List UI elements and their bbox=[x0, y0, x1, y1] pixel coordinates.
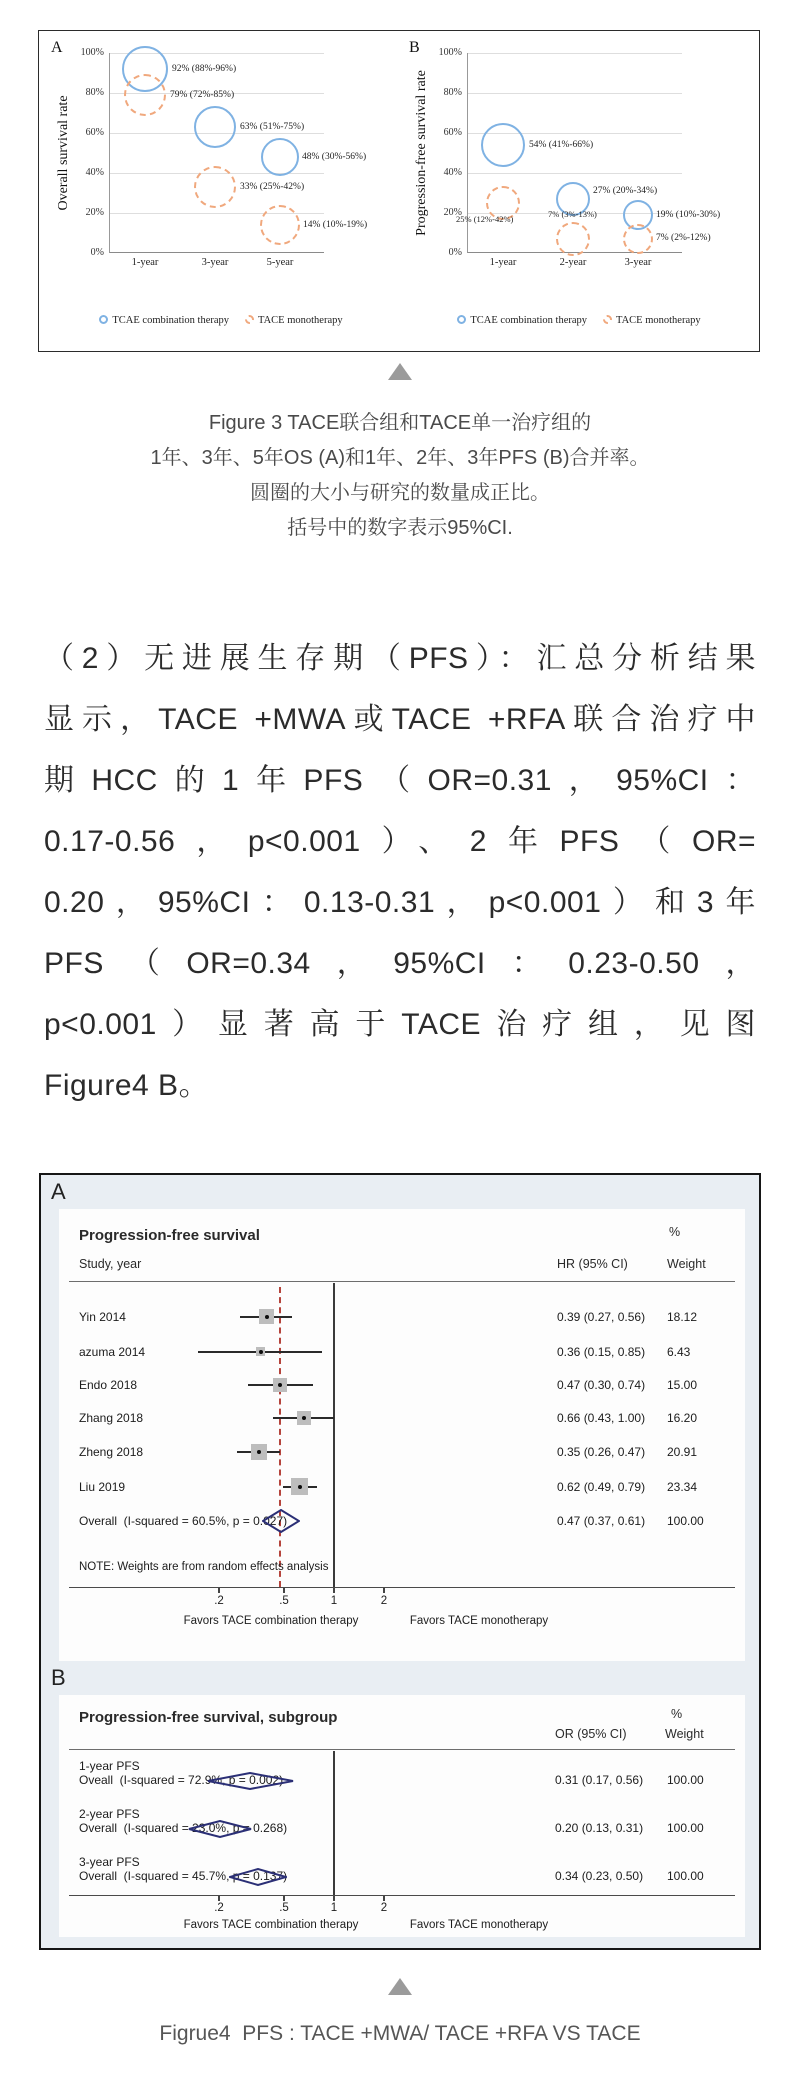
panel-a-label: A bbox=[51, 39, 63, 56]
point-estimate bbox=[302, 1416, 306, 1420]
axis-tick-label: 2 bbox=[380, 1902, 388, 1914]
favors-right-label: Favors TACE monotherapy bbox=[409, 1919, 549, 1931]
x-tick: 3-year bbox=[201, 257, 229, 268]
subgroup-overall-label: Overall (I-squared = 23.0%, p = 0.268) bbox=[79, 1821, 288, 1835]
y-tick: 0% bbox=[448, 247, 462, 258]
bubble-value-label: 19% (10%-30%) bbox=[656, 210, 721, 220]
axis-tick bbox=[383, 1588, 385, 1593]
subgroup-diamond bbox=[188, 1820, 252, 1838]
weight-column-header: Weight bbox=[667, 1257, 706, 1271]
axis-tick-label: 1 bbox=[330, 1902, 338, 1914]
bubble-value-label: 25% (12%-42%) bbox=[456, 214, 514, 224]
axis-line bbox=[69, 1587, 735, 1588]
subgroup-name: 2-year PFS bbox=[79, 1807, 140, 1821]
y-tick: 40% bbox=[85, 167, 104, 178]
point-estimate bbox=[298, 1485, 302, 1489]
plot-area bbox=[438, 47, 721, 268]
gridline bbox=[468, 53, 682, 54]
combo-bubble bbox=[261, 138, 299, 176]
figure3-panel-a bbox=[45, 37, 397, 347]
x-tick: 2-year bbox=[559, 257, 587, 268]
mono-bubble bbox=[194, 166, 236, 208]
overall-estimate-dashed-line bbox=[279, 1287, 281, 1587]
paragraph-line: Figure4 B。 bbox=[44, 1069, 210, 1102]
figure-pointer-icon bbox=[388, 363, 412, 380]
favors-left-label: Favors TACE combination therapy bbox=[183, 1919, 359, 1931]
weight-value: 18.12 bbox=[667, 1310, 698, 1324]
weight-column-header: Weight bbox=[665, 1727, 704, 1741]
axis-tick bbox=[333, 1588, 335, 1593]
study-label: Liu 2019 bbox=[79, 1480, 126, 1494]
or-value: 0.31 (0.17, 0.56) bbox=[555, 1773, 644, 1787]
paragraph-line: 显示，TACE +MWA或TACE +RFA联合治疗中 bbox=[44, 703, 756, 736]
favors-right-label: Favors TACE monotherapy bbox=[409, 1615, 549, 1627]
combo-bubble bbox=[481, 123, 525, 167]
y-tick: 100% bbox=[438, 47, 462, 58]
study-label: azuma 2014 bbox=[79, 1345, 146, 1359]
subgroup-overall-label: Oveall (I-squared = 72.9%, p = 0.002) bbox=[79, 1773, 284, 1787]
y-axis-title: Overall survival rate bbox=[56, 95, 71, 211]
weights-note: NOTE: Weights are from random effects analysis bbox=[79, 1561, 329, 1573]
axis-tick bbox=[333, 1896, 335, 1901]
forest-title: Progression-free survival, subgroup bbox=[79, 1709, 338, 1726]
mono-bubble bbox=[556, 222, 590, 256]
subgroup-overall-label: Overall (I-squared = 45.7%, p = 0.137) bbox=[79, 1869, 288, 1883]
hr-value: 0.36 (0.15, 0.85) bbox=[557, 1345, 646, 1359]
gridline bbox=[468, 173, 682, 174]
point-estimate bbox=[265, 1315, 269, 1319]
mono-legend-label: TACE monotherapy bbox=[258, 315, 343, 326]
weight-value: 100.00 bbox=[667, 1514, 704, 1528]
legend bbox=[403, 315, 755, 326]
bubble-value-label: 33% (25%-42%) bbox=[240, 182, 305, 192]
overall-diamond bbox=[262, 1509, 300, 1533]
weight-value: 16.20 bbox=[667, 1411, 698, 1425]
axis-tick-label: .5 bbox=[279, 1595, 289, 1607]
header-rule bbox=[69, 1749, 735, 1750]
point-estimate bbox=[278, 1383, 282, 1387]
axis-tick-label: .2 bbox=[214, 1595, 224, 1607]
legend bbox=[45, 315, 397, 326]
panel-a-label: A bbox=[51, 1179, 66, 1204]
paragraph-line: 0.17-0.56，p<0.001）、2年PFS（OR= bbox=[44, 825, 756, 858]
mono-legend-icon bbox=[603, 315, 612, 324]
hr-value: 0.47 (0.37, 0.61) bbox=[557, 1514, 646, 1528]
x-tick: 5-year bbox=[266, 257, 294, 268]
axis-tick bbox=[218, 1896, 220, 1901]
caption-line: Figure 3 TACE联合组和TACE单一治疗组的 bbox=[208, 412, 592, 434]
axis-tick-label: 2 bbox=[380, 1595, 388, 1607]
percent-header: % bbox=[671, 1707, 683, 1721]
point-estimate bbox=[257, 1450, 261, 1454]
bubble-value-label: 7% (2%-12%) bbox=[656, 233, 711, 243]
axis-tick bbox=[283, 1896, 285, 1901]
point-estimate bbox=[259, 1350, 263, 1354]
axis-tick-label: .2 bbox=[214, 1902, 224, 1914]
body-paragraph bbox=[0, 628, 800, 1116]
forest-panel-b bbox=[59, 1695, 745, 1937]
axis-tick-label: .5 bbox=[279, 1902, 289, 1914]
y-tick: 60% bbox=[85, 127, 104, 138]
caption-line: 括号中的数字表示95%CI. bbox=[287, 517, 513, 539]
gridline bbox=[468, 93, 682, 94]
combo-legend-icon bbox=[99, 315, 108, 324]
panel-b-label: B bbox=[409, 39, 420, 56]
axis-line bbox=[69, 1895, 735, 1896]
header-rule bbox=[69, 1281, 735, 1282]
figure4-forest-plots bbox=[39, 1173, 761, 1950]
figure4-caption: Figrue4 PFS : TACE +MWA/ TACE +RFA VS TACE bbox=[159, 2022, 641, 2045]
y-tick: 100% bbox=[80, 47, 104, 58]
axis-tick bbox=[383, 1896, 385, 1901]
weight-value: 100.00 bbox=[667, 1773, 704, 1787]
figure3-bubble-charts bbox=[38, 30, 760, 352]
hr-value: 0.66 (0.43, 1.00) bbox=[557, 1411, 646, 1425]
weight-value: 100.00 bbox=[667, 1821, 704, 1835]
or-column-header: OR (95% CI) bbox=[555, 1727, 627, 1741]
study-column-header: Study, year bbox=[79, 1257, 142, 1271]
x-tick: 1-year bbox=[131, 257, 159, 268]
combo-legend-label: TCAE combination therapy bbox=[112, 315, 230, 326]
mono-bubble bbox=[260, 205, 300, 245]
null-effect-line bbox=[333, 1283, 335, 1587]
y-tick: 80% bbox=[443, 87, 462, 98]
axis-tick bbox=[283, 1588, 285, 1593]
mono-bubble bbox=[623, 224, 653, 254]
study-label: Endo 2018 bbox=[79, 1378, 138, 1392]
figure3-panel-b bbox=[403, 37, 755, 347]
caption-line: 圆圈的大小与研究的数量成正比。 bbox=[250, 482, 550, 504]
bubble-value-label: 92% (88%-96%) bbox=[172, 64, 237, 74]
subgroup-diamond bbox=[229, 1868, 287, 1886]
subgroup-name: 1-year PFS bbox=[79, 1759, 140, 1773]
y-axis-title: Progression-free survival rate bbox=[414, 70, 429, 236]
percent-header: % bbox=[669, 1225, 681, 1239]
hr-value: 0.35 (0.26, 0.47) bbox=[557, 1445, 646, 1459]
weight-value: 20.91 bbox=[667, 1445, 698, 1459]
combo-legend-icon bbox=[457, 315, 466, 324]
null-effect-line bbox=[333, 1751, 335, 1895]
combo-legend-label: TCAE combination therapy bbox=[470, 315, 588, 326]
weight-value: 100.00 bbox=[667, 1869, 704, 1883]
bubble-value-label: 63% (51%-75%) bbox=[240, 122, 305, 132]
paragraph-line: PFS（OR=0.34，95%CI：0.23-0.50， bbox=[44, 947, 756, 980]
x-tick: 1-year bbox=[489, 257, 517, 268]
mono-legend-label: TACE monotherapy bbox=[616, 315, 701, 326]
forest-title: Progression-free survival bbox=[79, 1227, 260, 1244]
panel-b-label: B bbox=[51, 1665, 66, 1690]
bubble-value-label: 7% (3%-13%) bbox=[548, 209, 597, 219]
study-label: Zhang 2018 bbox=[79, 1411, 144, 1425]
plot-area bbox=[80, 47, 368, 268]
bubble-value-label: 54% (41%-66%) bbox=[529, 140, 594, 150]
bubble-value-label: 79% (72%-85%) bbox=[170, 90, 235, 100]
study-label: Zheng 2018 bbox=[79, 1445, 144, 1459]
y-tick: 20% bbox=[85, 207, 104, 218]
figure-pointer-icon bbox=[388, 1978, 412, 1995]
favors-left-label: Favors TACE combination therapy bbox=[183, 1615, 359, 1627]
weight-value: 6.43 bbox=[667, 1345, 691, 1359]
y-tick: 80% bbox=[85, 87, 104, 98]
weight-value: 23.34 bbox=[667, 1480, 698, 1494]
bubble-value-label: 27% (20%-34%) bbox=[593, 186, 658, 196]
axis-tick-label: 1 bbox=[330, 1595, 338, 1607]
paragraph-line: 期HCC的1年PFS（OR=0.31，95%CI： bbox=[44, 764, 756, 797]
y-tick: 60% bbox=[443, 127, 462, 138]
axis-tick bbox=[218, 1588, 220, 1593]
y-tick: 20% bbox=[443, 207, 462, 218]
x-tick: 3-year bbox=[624, 257, 652, 268]
bubble-value-label: 48% (30%-56%) bbox=[302, 152, 367, 162]
hr-value: 0.62 (0.49, 0.79) bbox=[557, 1480, 646, 1494]
combo-bubble bbox=[194, 106, 236, 148]
hr-value: 0.47 (0.30, 0.74) bbox=[557, 1378, 646, 1392]
or-value: 0.34 (0.23, 0.50) bbox=[555, 1869, 644, 1883]
y-tick: 40% bbox=[443, 167, 462, 178]
weight-value: 15.00 bbox=[667, 1378, 698, 1392]
mono-bubble bbox=[124, 74, 166, 116]
figure3-caption bbox=[0, 406, 800, 546]
paragraph-line: 0.20，95%CI：0.13-0.31，p<0.001）和3年 bbox=[44, 886, 756, 919]
paragraph-line: （2）无进展生存期（PFS）：汇总分析结果 bbox=[44, 642, 756, 675]
paragraph-line: p<0.001）显著高于TACE治疗组，见图 bbox=[44, 1008, 756, 1041]
hr-column-header: HR (95% CI) bbox=[557, 1257, 628, 1271]
mono-legend-icon bbox=[245, 315, 254, 324]
study-label: Yin 2014 bbox=[79, 1310, 126, 1324]
bubble-value-label: 14% (10%-19%) bbox=[303, 220, 368, 230]
forest-panel-a bbox=[59, 1209, 745, 1661]
y-tick: 0% bbox=[90, 247, 104, 258]
hr-value: 0.39 (0.27, 0.56) bbox=[557, 1310, 646, 1324]
overall-label: Overall (I-squared = 60.5%, p = 0.027) bbox=[79, 1514, 288, 1528]
or-value: 0.20 (0.13, 0.31) bbox=[555, 1821, 644, 1835]
subgroup-diamond bbox=[207, 1772, 294, 1790]
caption-line: 1年、3年、5年OS (A)和1年、2年、3年PFS (B)合并率。 bbox=[150, 447, 650, 469]
subgroup-name: 3-year PFS bbox=[79, 1855, 140, 1869]
